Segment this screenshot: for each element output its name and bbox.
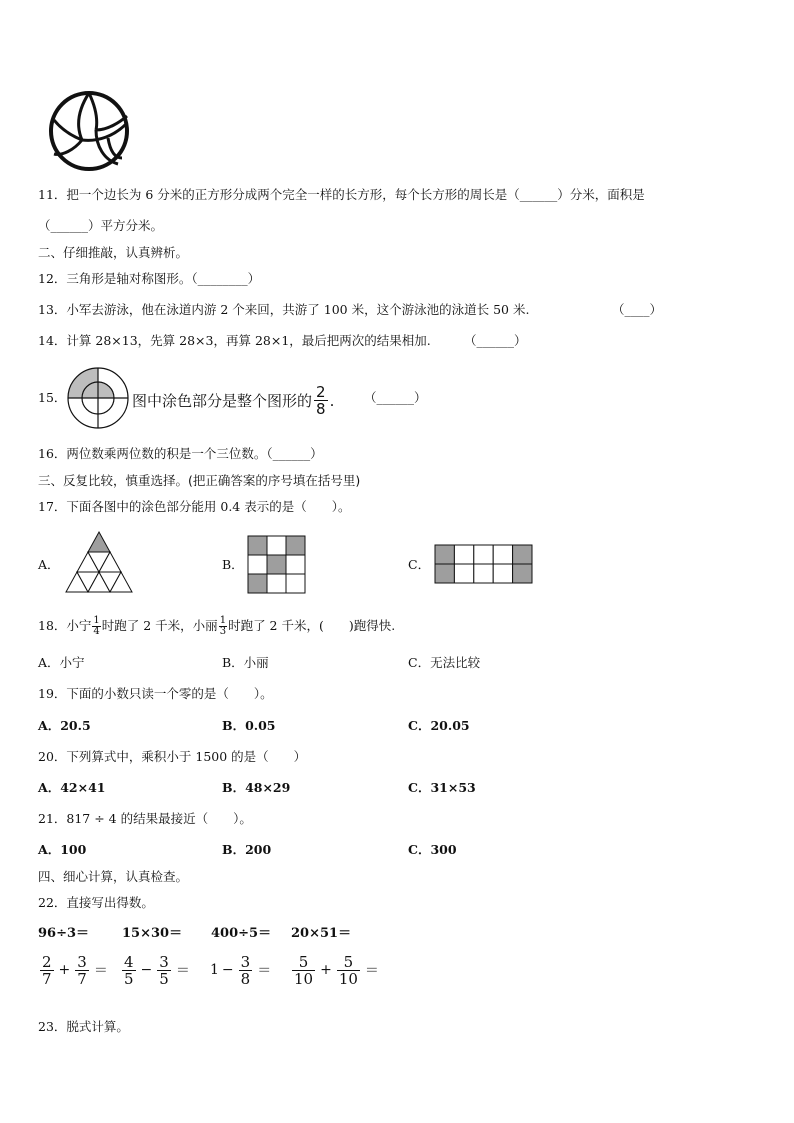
q15-stem: 图中涂色部分是整个图形的 bbox=[132, 391, 313, 410]
q17-grid-2x5-figure bbox=[434, 544, 534, 584]
q15-tail: . bbox=[329, 391, 335, 410]
q19-stem: 19．下面的小数只读一个零的是（ ）。 bbox=[38, 686, 273, 701]
q22-e1-a-den: 7 bbox=[42, 969, 52, 988]
q14-text: 14．计算 28×13，先算 28×3，再算 28×1，最后把两次的结果相加. bbox=[38, 333, 431, 348]
q14-blank: （______） bbox=[464, 333, 527, 348]
q22-e2-b-den: 5 bbox=[159, 969, 169, 988]
q22-e4-a-den: 10 bbox=[294, 969, 314, 988]
section-3-heading: 三、反复比较，慎重选择。(把正确答案的序号填在括号里) bbox=[38, 473, 361, 488]
q22-e2-a-den: 5 bbox=[124, 969, 134, 988]
q17-option-b: B． bbox=[222, 557, 244, 572]
q22-e4-frac-b bbox=[337, 954, 360, 987]
q18-part3: 时跑了 2 千米，( )跑得快. bbox=[228, 618, 396, 633]
q22-calc-4: 20×51＝ bbox=[291, 926, 352, 941]
section-2-heading: 二、仔细推敲，认真辨析。 bbox=[38, 245, 189, 260]
q22-e3-lead: 1 bbox=[210, 962, 219, 978]
q21-stem: 21．817 ÷ 4 的结果最接近（ ）。 bbox=[38, 811, 252, 826]
q22-e2-frac-a bbox=[122, 954, 136, 987]
q18-fraction-2 bbox=[219, 616, 227, 637]
q17-option-a: A． bbox=[38, 557, 60, 572]
q17-option-c: C． bbox=[408, 557, 431, 572]
q21-option-c: C．300 bbox=[408, 842, 457, 857]
q18-f1-den: 4 bbox=[93, 625, 100, 637]
q19-option-a: A．20.5 bbox=[38, 718, 91, 733]
q22-e4-b-den: 10 bbox=[338, 969, 358, 988]
volleyball-icon bbox=[48, 90, 130, 172]
q22-e4-a-num: 5 bbox=[292, 954, 315, 971]
q15-fraction bbox=[314, 384, 328, 417]
q22-e4-b-num: 5 bbox=[337, 954, 360, 971]
q11-line2: （______）平方分米。 bbox=[38, 218, 164, 233]
q18-option-a: A．小宁 bbox=[38, 655, 85, 670]
q18-f2-num: 1 bbox=[219, 614, 227, 626]
q15-ring-figure bbox=[66, 366, 130, 430]
q15-blank: （______） bbox=[364, 390, 427, 405]
q20-stem: 20．下列算式中，乘积小于 1500 的是（ ） bbox=[38, 749, 307, 764]
q17-triangle-figure bbox=[64, 530, 134, 594]
q22-frac-expr-2 bbox=[120, 952, 193, 988]
q20-option-b: B．48×29 bbox=[222, 780, 291, 795]
q23-stem: 23．脱式计算。 bbox=[38, 1019, 129, 1034]
q18-option-c: C．无法比较 bbox=[408, 655, 481, 670]
q22-e2-frac-b bbox=[157, 954, 171, 987]
q22-e2-b-num: 3 bbox=[159, 952, 169, 971]
q18-fraction-1 bbox=[92, 616, 100, 637]
q20-option-c: C．31×53 bbox=[408, 780, 476, 795]
section-4-heading: 四、细心计算，认真检查。 bbox=[38, 869, 189, 884]
q19-option-b: B．0.05 bbox=[222, 718, 276, 733]
q22-calc-2: 15×30＝ bbox=[122, 926, 183, 941]
q22-e1-b-num: 3 bbox=[77, 952, 87, 971]
q15-number: 15． bbox=[38, 390, 67, 405]
q22-frac-expr-1 bbox=[38, 952, 111, 988]
q22-e4-eq: ＝ bbox=[364, 963, 379, 979]
q22-e1-frac-a bbox=[40, 954, 54, 987]
q15-text bbox=[132, 384, 334, 417]
q22-e1-frac-b bbox=[75, 954, 89, 987]
q17-stem: 17．下面各图中的涂色部分能用 0.4 表示的是（ ）。 bbox=[38, 499, 351, 514]
q22-e3-frac-b bbox=[239, 954, 253, 987]
q22-frac-expr-4 bbox=[290, 952, 382, 988]
q22-calc-1: 96÷3＝ bbox=[38, 926, 90, 941]
q16-text: 16．两位数乘两位数的积是一个三位数。（______） bbox=[38, 446, 323, 461]
q22-e2-a-num: 4 bbox=[124, 952, 134, 971]
q21-option-b: B．200 bbox=[222, 842, 272, 857]
q22-e1-b-den: 7 bbox=[77, 969, 87, 988]
q13-text: 13．小军去游泳，他在泳道内游 2 个来回，共游了 100 米，这个游泳池的泳道长 50 米. bbox=[38, 302, 530, 317]
q13-blank: （____） bbox=[612, 302, 663, 317]
q18-part1: 18．小宁 bbox=[38, 618, 92, 633]
q22-e3-b-den: 8 bbox=[240, 969, 251, 988]
q21-option-a: A．100 bbox=[38, 842, 87, 857]
q20-option-a: A．42×41 bbox=[38, 780, 106, 795]
q18-option-b: B．小丽 bbox=[222, 655, 269, 670]
q11-line1: 11．把一个边长为 6 分米的正方形分成两个完全一样的长方形，每个长方形的周长是（______）分米，面积是 bbox=[38, 187, 645, 202]
q18-stem bbox=[38, 612, 395, 640]
q22-calc-3: 400÷5＝ bbox=[211, 926, 272, 941]
q15-frac-num: 2 bbox=[316, 383, 326, 401]
q22-frac-expr-3 bbox=[210, 952, 274, 988]
q22-e2-op: − bbox=[140, 962, 153, 978]
q22-e1-eq: ＝ bbox=[93, 963, 108, 979]
q17-grid-3x3-figure bbox=[247, 535, 307, 595]
q18-part2: 时跑了 2 千米，小丽 bbox=[101, 618, 218, 633]
q22-e3-op: − bbox=[221, 962, 234, 978]
q12-text: 12．三角形是轴对称图形。（________） bbox=[38, 271, 261, 286]
q19-option-c: C．20.05 bbox=[408, 718, 470, 733]
q22-e1-op: + bbox=[58, 962, 71, 978]
q18-f2-den: 3 bbox=[219, 625, 227, 637]
q18-f1-num: 1 bbox=[93, 614, 100, 626]
q15-frac-den: 8 bbox=[316, 400, 326, 418]
q22-e4-op: + bbox=[320, 962, 332, 978]
q22-e4-frac-a bbox=[292, 954, 315, 987]
q22-e1-a-num: 2 bbox=[42, 952, 52, 971]
q22-e3-eq: ＝ bbox=[257, 963, 272, 979]
q22-e3-b-num: 3 bbox=[240, 952, 251, 971]
q22-stem: 22．直接写出得数。 bbox=[38, 895, 154, 910]
q22-e2-eq: ＝ bbox=[175, 963, 190, 979]
